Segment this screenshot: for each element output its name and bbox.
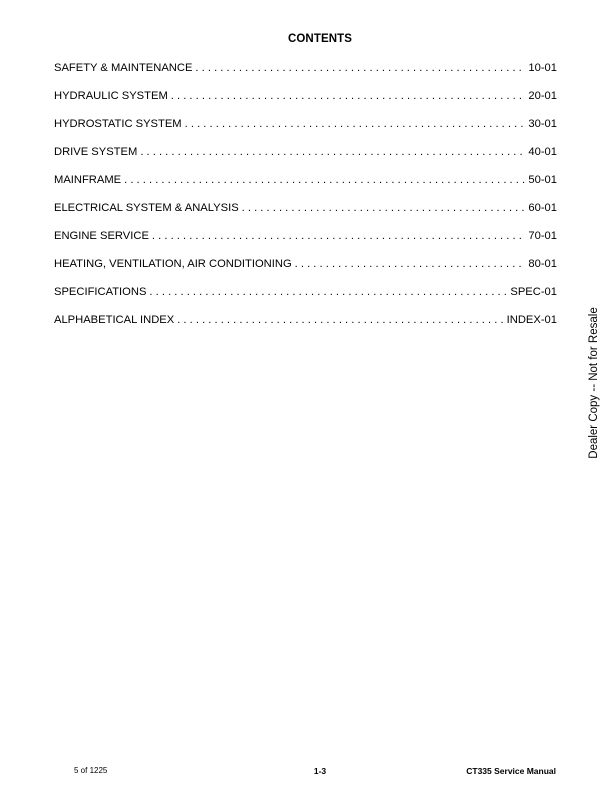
toc-entry-label: SAFETY & MAINTENANCE bbox=[54, 62, 193, 74]
toc-leader-dots bbox=[152, 229, 525, 243]
toc-entry-page: INDEX-01 bbox=[504, 313, 557, 327]
dealer-copy-watermark bbox=[586, 307, 602, 459]
toc-entry-specifications[interactable] bbox=[54, 285, 557, 313]
toc-entry-page: 20-01 bbox=[525, 89, 557, 103]
toc-entry-engine-service[interactable] bbox=[54, 229, 557, 257]
toc-entry-safety-maintenance[interactable] bbox=[54, 61, 557, 89]
toc-entry-label: HYDROSTATIC SYSTEM bbox=[54, 118, 182, 130]
toc-entry-electrical-system[interactable] bbox=[54, 201, 557, 229]
toc-entry-label: DRIVE SYSTEM bbox=[54, 146, 138, 158]
toc-entry-hydraulic-system[interactable] bbox=[54, 89, 557, 117]
toc-leader-dots bbox=[149, 285, 507, 299]
toc-leader-dots bbox=[195, 61, 525, 75]
toc-leader-dots bbox=[242, 201, 526, 215]
footer-page-count: 5 of 1225 bbox=[74, 766, 108, 775]
toc-entry-drive-system[interactable] bbox=[54, 145, 557, 173]
toc-entry-alphabetical-index[interactable] bbox=[54, 313, 557, 341]
toc-entry-page: 70-01 bbox=[525, 229, 557, 243]
toc-entry-label: HYDRAULIC SYSTEM bbox=[54, 90, 168, 102]
watermark-text: Dealer Copy -- Not for Resale bbox=[588, 307, 600, 459]
toc-entry-page: 60-01 bbox=[525, 201, 557, 215]
table-of-contents bbox=[54, 61, 557, 341]
toc-leader-dots bbox=[140, 145, 525, 159]
toc-entry-label: ELECTRICAL SYSTEM & ANALYSIS bbox=[54, 202, 239, 214]
toc-entry-label: MAINFRAME bbox=[54, 174, 122, 186]
toc-entry-hydrostatic-system[interactable] bbox=[54, 117, 557, 145]
toc-entry-hvac[interactable] bbox=[54, 257, 557, 285]
toc-entry-mainframe[interactable] bbox=[54, 173, 557, 201]
toc-entry-label: SPECIFICATIONS bbox=[54, 286, 147, 298]
toc-leader-dots bbox=[171, 89, 526, 103]
toc-leader-dots bbox=[295, 257, 526, 271]
footer-page-number: 1-3 bbox=[313, 766, 327, 776]
toc-entry-label: ENGINE SERVICE bbox=[54, 230, 149, 242]
toc-entry-label: ALPHABETICAL INDEX bbox=[54, 314, 175, 326]
toc-entry-page: 40-01 bbox=[525, 145, 557, 159]
toc-entry-label: HEATING, VENTILATION, AIR CONDITIONING bbox=[54, 258, 292, 270]
toc-leader-dots bbox=[185, 117, 526, 131]
footer-manual-title: CT335 Service Manual bbox=[466, 766, 556, 776]
toc-entry-page: SPEC-01 bbox=[507, 285, 557, 299]
toc-leader-dots bbox=[177, 313, 503, 327]
toc-leader-dots bbox=[124, 173, 525, 187]
page-title: CONTENTS bbox=[287, 33, 353, 45]
toc-entry-page: 50-01 bbox=[525, 173, 557, 187]
toc-entry-page: 10-01 bbox=[525, 61, 557, 75]
toc-entry-page: 80-01 bbox=[525, 257, 557, 271]
toc-entry-page: 30-01 bbox=[525, 117, 557, 131]
